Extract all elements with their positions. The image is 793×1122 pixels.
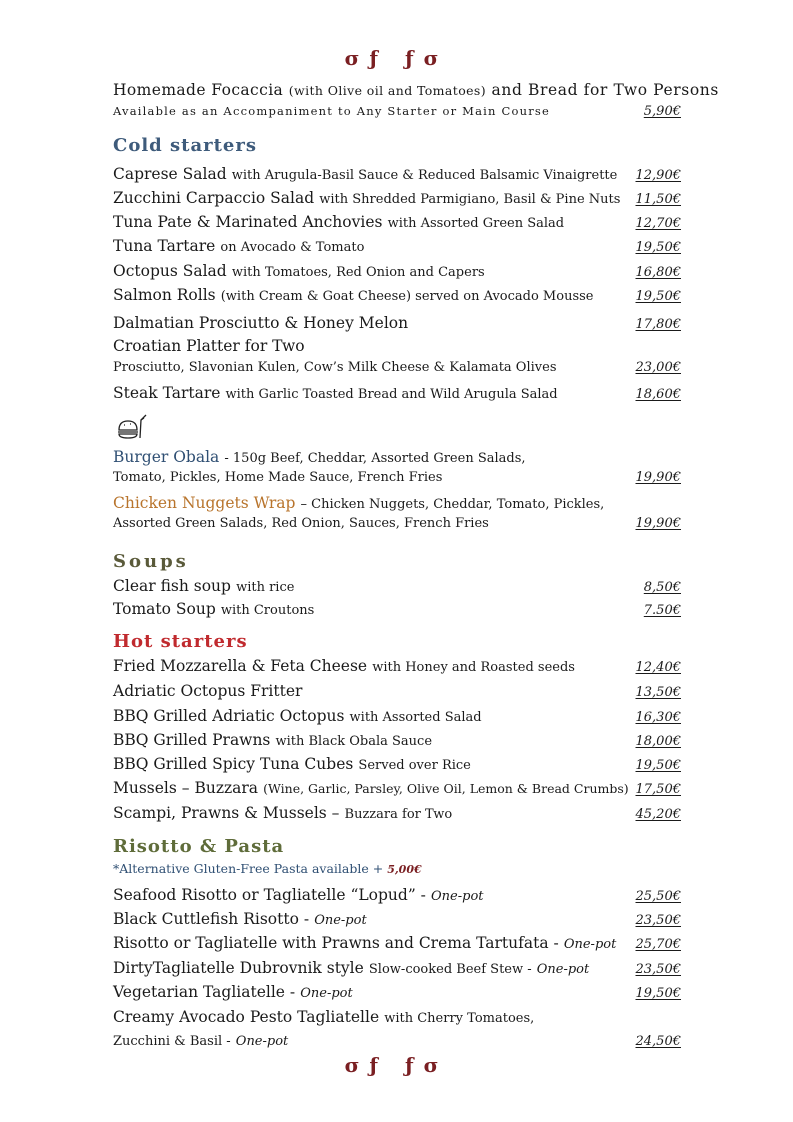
menu-item	[113, 164, 681, 183]
item-price: 8,50€	[643, 580, 681, 595]
item-name: BBQ Grilled Prawns	[113, 731, 271, 749]
wrap-line1: – Chicken Nuggets, Cheddar, Tomato, Pickles,	[300, 497, 605, 512]
menu-item	[113, 885, 681, 904]
item-detail: with Tomatoes, Red Onion and Capers	[231, 265, 485, 280]
item-detail: Buzzara for Two	[344, 807, 453, 822]
focaccia-price: 5,90€	[643, 104, 681, 119]
bottom-ornament	[0, 1053, 793, 1077]
item-price: 45,20€	[635, 807, 681, 822]
focaccia-name: Homemade Focaccia	[113, 81, 284, 99]
item-price: 19,50€	[635, 289, 681, 304]
scroll-ornament-icon: σƒ ƒσ	[344, 46, 449, 70]
item-price: 23,50€	[635, 913, 681, 928]
item-price: 13,50€	[635, 685, 681, 700]
menu-item	[113, 982, 681, 1001]
focaccia-title-row	[113, 80, 719, 99]
item-price: 7.50€	[643, 603, 681, 618]
item-detail: with Black Obala Sauce	[275, 734, 433, 749]
item-name: Steak Tartare	[113, 384, 221, 402]
item-price: 18,60€	[635, 387, 681, 402]
platter-price: 23,00€	[635, 360, 681, 375]
menu-item	[113, 730, 681, 749]
item-name: Clear fish soup	[113, 577, 231, 595]
creamy-price: 24,50€	[635, 1034, 681, 1049]
item-name: DirtyTagliatelle Dubrovnik style	[113, 959, 364, 977]
item-price: 25,50€	[635, 889, 681, 904]
menu-item	[113, 313, 681, 332]
item-name: Zucchini Carpaccio Salad	[113, 189, 315, 207]
burger-price: 19,90€	[635, 470, 681, 485]
burger-line2: Tomato, Pickles, Home Made Sauce, French Fries	[113, 470, 443, 485]
item-detail: (Wine, Garlic, Parsley, Olive Oil, Lemon & Bread Crumbs)	[263, 781, 629, 796]
item-detail: with Shredded Parmigiano, Basil & Pine Nuts	[319, 192, 621, 207]
item-detail: Slow-cooked Beef Stew -	[368, 962, 532, 977]
menu-item	[113, 656, 681, 675]
focaccia-name-2: and Bread for Two Persons	[491, 81, 719, 99]
focaccia-detail: (with Olive oil and Tomatoes)	[288, 83, 487, 98]
item-name: Mussels – Buzzara	[113, 779, 259, 797]
menu-item	[113, 261, 681, 280]
platter-detail: Prosciutto, Slavonian Kulen, Cow’s Milk Cheese & Kalamata Olives	[113, 360, 557, 375]
item-price: 18,00€	[635, 734, 681, 749]
item-detail: with Assorted Salad	[349, 710, 482, 725]
platter-sub-row	[113, 360, 681, 375]
item-name: Octopus Salad	[113, 262, 227, 280]
menu-item	[113, 803, 681, 822]
item-detail: One-pot	[431, 889, 484, 904]
item-detail: (with Cream & Goat Cheese) served on Avocado Mousse	[220, 289, 594, 304]
top-ornament	[0, 46, 793, 70]
item-detail: on Avocado & Tomato	[220, 240, 365, 255]
item-detail: One-pot	[314, 913, 367, 928]
item-name: Caprese Salad	[113, 165, 227, 183]
platter-title-row	[113, 337, 681, 355]
menu-item	[113, 188, 681, 207]
focaccia-sub-row	[113, 104, 681, 119]
creamy-line2: Zucchini & Basil -	[113, 1034, 231, 1049]
menu-item	[113, 576, 681, 595]
item-name: Tuna Pate & Marinated Anchovies	[113, 213, 383, 231]
item-name: Vegetarian Tagliatelle -	[113, 983, 296, 1001]
item-name: Seafood Risotto or Tagliatelle “Lopud” -	[113, 886, 426, 904]
item-detail: One-pot	[300, 986, 353, 1001]
item-detail: with Arugula-Basil Sauce & Reduced Balsamic Vinaigrette	[231, 168, 618, 183]
hot-starters-heading: Hot starters	[113, 631, 248, 652]
menu-item	[113, 236, 681, 255]
item-price: 16,30€	[635, 710, 681, 725]
item-price: 19,50€	[635, 758, 681, 773]
menu-item	[113, 706, 681, 725]
creamy-line2-italic: One-pot	[235, 1034, 289, 1049]
gluten-free-note	[113, 861, 422, 876]
item-name: Fried Mozzarella & Feta Cheese	[113, 657, 368, 675]
burger-name: Burger Obala	[113, 448, 220, 466]
menu-item	[113, 599, 681, 618]
item-price: 11,50€	[635, 192, 681, 207]
menu-item	[113, 933, 681, 952]
item-name: Tuna Tartare	[113, 237, 216, 255]
risotto-pasta-heading: Risotto & Pasta	[113, 836, 285, 857]
wrap-price: 19,90€	[635, 516, 681, 531]
menu-item	[113, 754, 681, 773]
wrap-line2: Assorted Green Salads, Red Onion, Sauces, French Fries	[113, 516, 489, 531]
item-detail: with rice	[236, 580, 295, 595]
item-price: 19,50€	[635, 240, 681, 255]
item-name: BBQ Grilled Spicy Tuna Cubes	[113, 755, 354, 773]
menu-item	[113, 212, 681, 231]
scroll-ornament-icon: σƒ ƒσ	[344, 1053, 449, 1077]
item-name: Black Cuttlefish Risotto -	[113, 910, 310, 928]
item-price: 17,50€	[635, 782, 681, 797]
item-price: 17,80€	[635, 317, 681, 332]
item-price: 12,40€	[635, 660, 681, 675]
item-detail: One-pot	[563, 937, 617, 952]
item-price: 12,70€	[635, 216, 681, 231]
creamy-detail: with Cherry Tomatoes,	[384, 1011, 535, 1026]
platter-name: Croatian Platter for Two	[113, 337, 305, 355]
item-detail-2: One-pot	[536, 962, 590, 977]
soups-heading: Soups	[113, 551, 189, 572]
creamy-sub-row	[113, 1030, 681, 1049]
item-name: Tomato Soup	[113, 600, 216, 618]
gluten-free-note-text: *Alternative Gluten-Free Pasta available +	[113, 861, 384, 876]
item-price: 19,50€	[635, 986, 681, 1001]
menu-item	[113, 285, 681, 304]
item-detail: with Croutons	[220, 603, 315, 618]
item-name: Scampi, Prawns & Mussels –	[113, 804, 340, 822]
item-detail: with Garlic Toasted Bread and Wild Arugula Salad	[225, 387, 558, 402]
item-price: 23,50€	[635, 962, 681, 977]
wrap-title-row	[113, 493, 681, 512]
item-name: Salmon Rolls	[113, 286, 216, 304]
burger-line1: - 150g Beef, Cheddar, Assorted Green Salads,	[224, 451, 526, 466]
item-name: Dalmatian Prosciutto & Honey Melon	[113, 314, 409, 332]
menu-item	[113, 909, 681, 928]
item-name: BBQ Grilled Adriatic Octopus	[113, 707, 345, 725]
item-price: 25,70€	[635, 937, 681, 952]
item-price: 16,80€	[635, 265, 681, 280]
wrap-name: Chicken Nuggets Wrap	[113, 494, 296, 512]
creamy-name: Creamy Avocado Pesto Tagliatelle	[113, 1008, 380, 1026]
burger-title-row	[113, 447, 681, 466]
gluten-free-note-price: 5,00€	[387, 863, 422, 876]
menu-item	[113, 383, 681, 402]
cold-starters-heading: Cold starters	[113, 135, 258, 156]
item-price: 12,90€	[635, 168, 681, 183]
item-detail: with Assorted Green Salad	[387, 216, 565, 231]
item-name: Risotto or Tagliatelle with Prawns and Crema Tartufata -	[113, 934, 559, 952]
menu-item	[113, 681, 681, 700]
item-name: Adriatic Octopus Fritter	[113, 682, 303, 700]
menu-item	[113, 778, 681, 797]
wrap-sub-row	[113, 516, 681, 531]
menu-item	[113, 958, 681, 977]
burger-sub-row	[113, 470, 681, 485]
focaccia-sub: Available as an Accompaniment to Any Starter or Main Course	[113, 104, 551, 118]
creamy-title-row	[113, 1007, 681, 1026]
burger-icon	[116, 410, 148, 444]
item-detail: Served over Rice	[358, 758, 471, 773]
item-detail: with Honey and Roasted seeds	[372, 660, 575, 675]
